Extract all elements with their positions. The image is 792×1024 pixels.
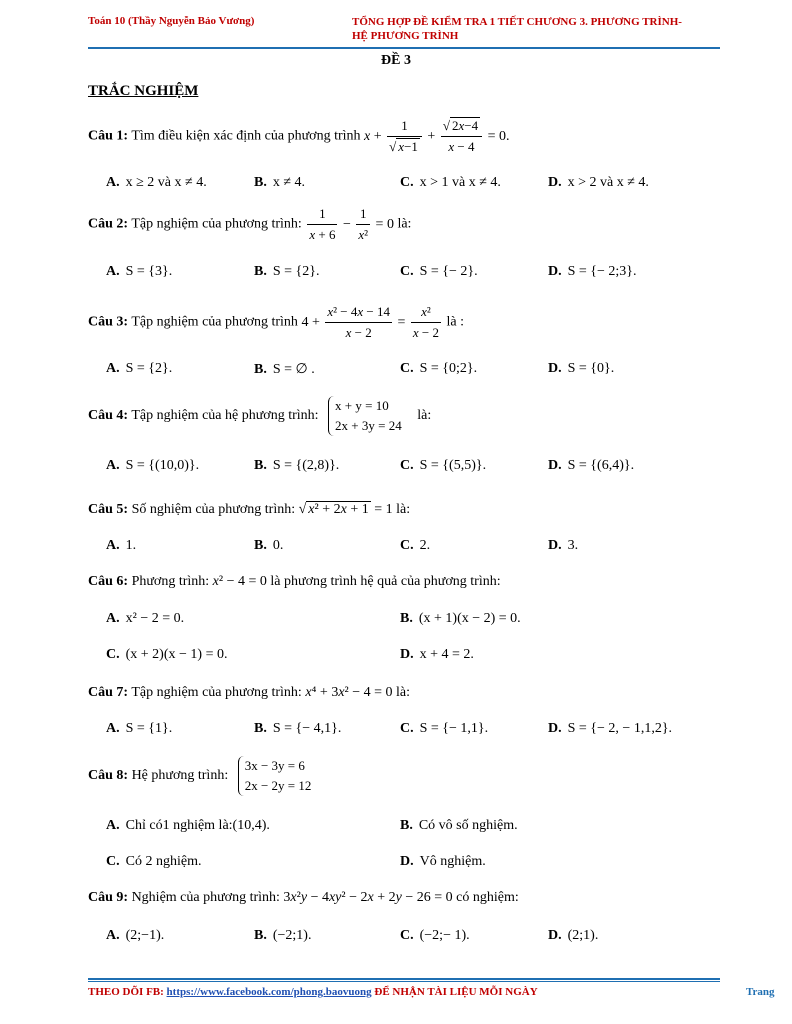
option-a[interactable]: A. x² − 2 = 0. [106, 611, 185, 626]
question-label: Câu 4: [88, 408, 129, 424]
option-c[interactable]: C. (x + 2)(x − 1) = 0. [106, 647, 228, 662]
question-suffix: là: [417, 408, 432, 424]
footer-divider-thin [88, 981, 720, 982]
question-6 [88, 574, 501, 590]
equation-system: 3x − 3y = 6 2x − 2y = 12 [238, 756, 318, 796]
question-label: Câu 8: [88, 768, 129, 784]
option-a[interactable]: A. x ≥ 2 và x ≠ 4. [106, 175, 207, 190]
equation: 3x²y − 4xy² − 2x + 2y − 26 = 0 [283, 890, 453, 905]
equation: x² − 4 = 0 [212, 574, 267, 589]
equation: 4 + $\frac{\text{x² − 4x − 14}}{x - 2}$ = $\frac{\text{x²}}{x - 2}$ [301, 304, 440, 340]
question-suffix: là : [446, 314, 465, 330]
question-text: Tập nghiệm của phương trình: [131, 685, 302, 700]
question-label: Câu 6: [88, 574, 129, 589]
header-divider [88, 47, 720, 49]
option-a[interactable]: A. S = {3}. [106, 264, 173, 279]
option-d[interactable]: D. Vô nghiệm. [400, 854, 486, 869]
footer [88, 986, 538, 998]
question-label: Câu 7: [88, 685, 129, 700]
option-d[interactable]: D. S = {− 2, − 1,1,2}. [548, 721, 673, 736]
option-b[interactable]: B. S = {− 4,1}. [254, 721, 342, 736]
option-b[interactable]: B. Có vô số nghiệm. [400, 818, 518, 833]
question-label: Câu 9: [88, 890, 129, 905]
question-text: Hệ phương trình: [131, 768, 229, 784]
option-c[interactable]: C. x > 1 và x ≠ 4. [400, 175, 501, 190]
option-b[interactable]: B. (x + 1)(x − 2) = 0. [400, 611, 521, 626]
question-suffix: có nghiệm: [456, 890, 519, 905]
question-3 [88, 304, 464, 341]
question-suffix: là: [397, 216, 412, 232]
option-a[interactable]: A. (2;−1). [106, 928, 165, 943]
header-right-line2: HỆ PHƯƠNG TRÌNH [352, 30, 459, 42]
equation: √ x² + 2x + 1 = 1 [298, 502, 393, 517]
page-label: Trang [746, 986, 775, 998]
option-d[interactable]: D. S = {− 2;3}. [548, 264, 637, 279]
question-text: Nghiệm của phương trình: [131, 890, 280, 905]
option-b[interactable]: B. x ≠ 4. [254, 175, 306, 190]
option-b[interactable]: B. S = {(2,8)}. [254, 458, 340, 473]
option-c[interactable]: C. S = {− 2}. [400, 264, 478, 279]
header-right [352, 15, 752, 43]
question-text: Số nghiệm của phương trình: [131, 502, 296, 517]
question-suffix: là: [396, 685, 411, 700]
option-d[interactable]: D. (2;1). [548, 928, 599, 943]
footer-suffix: ĐỂ NHẬN TÀI LIỆU MỖI NGÀY [374, 986, 538, 998]
option-c[interactable]: C. Có 2 nghiệm. [106, 854, 202, 869]
question-9 [88, 890, 519, 906]
option-b[interactable]: B. 0. [254, 538, 284, 553]
equation: x + $\frac{1}{√ x-1}$ + $\frac{√ 2x-4}{x - 4}$ = 0. [364, 118, 510, 154]
option-a[interactable]: A. Chỉ có1 nghiệm là:(10,4). [106, 818, 270, 833]
question-1 [88, 118, 510, 155]
option-d[interactable]: D. S = {0}. [548, 361, 615, 376]
question-label: Câu 2: [88, 216, 129, 232]
question-label: Câu 1: [88, 128, 129, 144]
question-text: Tập nghiệm của phương trình [131, 314, 298, 330]
question-4 [88, 396, 431, 436]
option-a[interactable]: A. S = {(10,0)}. [106, 458, 200, 473]
option-a[interactable]: A. S = {1}. [106, 721, 173, 736]
question-text: Phương trình: [131, 574, 210, 589]
section-title: TRẮC NGHIỆM [88, 83, 199, 99]
option-c[interactable]: C. S = {0;2}. [400, 361, 478, 376]
option-b[interactable]: B. (−2;1). [254, 928, 312, 943]
question-label: Câu 3: [88, 314, 129, 330]
exam-title: ĐỀ 3 [381, 53, 411, 68]
footer-prefix: THEO DÕI FB: [88, 986, 164, 998]
option-c[interactable]: C. (−2;− 1). [400, 928, 470, 943]
option-c[interactable]: C. S = {− 1,1}. [400, 721, 489, 736]
option-d[interactable]: D. x + 4 = 2. [400, 647, 474, 662]
option-b[interactable]: B. S = ∅ . [254, 362, 315, 377]
option-b[interactable]: B. S = {2}. [254, 264, 320, 279]
header-right-line1: TỔNG HỢP ĐỀ KIỂM TRA 1 TIẾT CHƯƠNG 3. PHƯƠNG TRÌNH- [352, 16, 682, 28]
equation: $\frac{1}{x + 6}$ − $\frac{1}{\text{x²}}$ = 0 [309, 206, 398, 242]
question-text: Tập nghiệm của hệ phương trình: [131, 408, 319, 424]
footer-divider [88, 978, 720, 980]
question-5 [88, 502, 410, 518]
question-label: Câu 5: [88, 502, 129, 517]
question-7 [88, 685, 410, 701]
option-d[interactable]: D. x > 2 và x ≠ 4. [548, 175, 649, 190]
question-8 [88, 756, 323, 796]
option-c[interactable]: C. 2. [400, 538, 431, 553]
header-left: Toán 10 (Thầy Nguyễn Bảo Vương) [88, 15, 255, 27]
option-c[interactable]: C. S = {(5,5)}. [400, 458, 487, 473]
option-d[interactable]: D. S = {(6,4)}. [548, 458, 635, 473]
facebook-link[interactable]: https://www.facebook.com/phong.baovuong [166, 986, 372, 998]
question-middle: là phương trình hệ quả của phương trình: [270, 574, 501, 589]
equation: x⁴ + 3x² − 4 = 0 [305, 685, 393, 700]
option-a[interactable]: A. S = {2}. [106, 361, 173, 376]
question-text: Tìm điều kiện xác định của phương trình [131, 128, 361, 144]
question-2 [88, 206, 411, 243]
question-suffix: là: [396, 502, 411, 517]
question-text: Tập nghiệm của phương trình: [131, 216, 302, 232]
option-a[interactable]: A. 1. [106, 538, 137, 553]
option-d[interactable]: D. 3. [548, 538, 579, 553]
equation-system: x + y = 10 2x + 3y = 24 [328, 396, 408, 436]
